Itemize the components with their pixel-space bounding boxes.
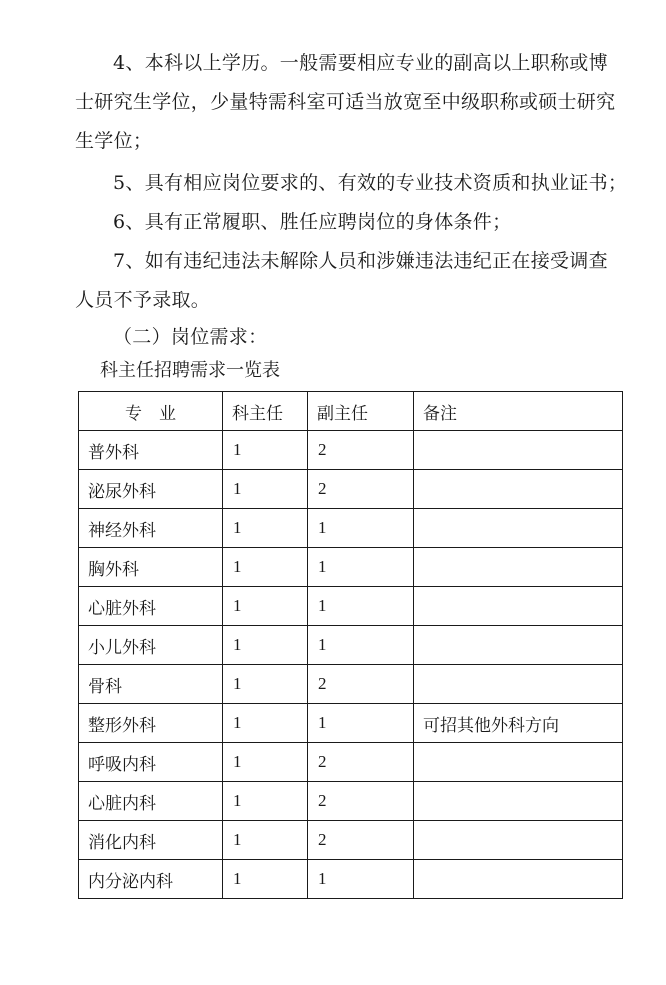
cell-director: 1 xyxy=(223,626,308,665)
table-row xyxy=(79,470,623,509)
cell-deputy-director: 2 xyxy=(308,782,414,821)
cell-director: 1 xyxy=(223,782,308,821)
cell-director: 1 xyxy=(223,509,308,548)
requirement-item-7 xyxy=(75,242,608,320)
cell-director: 1 xyxy=(223,587,308,626)
cell-specialty: 消化内科 xyxy=(79,821,223,860)
cell-director: 1 xyxy=(223,704,308,743)
cell-remarks xyxy=(414,470,623,509)
cell-remarks xyxy=(414,548,623,587)
cell-specialty: 内分泌内科 xyxy=(79,860,223,899)
cell-specialty: 小儿外科 xyxy=(79,626,223,665)
requirement-item-4-line-1: 4、本科以上学历。一般需要相应专业的副高以上职称或博 xyxy=(113,52,608,74)
cell-deputy-director: 2 xyxy=(308,665,414,704)
cell-specialty: 胸外科 xyxy=(79,548,223,587)
cell-deputy-director: 1 xyxy=(308,626,414,665)
requirement-item-6 xyxy=(75,203,595,242)
cell-deputy-director: 1 xyxy=(308,860,414,899)
cell-remarks xyxy=(414,821,623,860)
cell-deputy-director: 1 xyxy=(308,587,414,626)
cell-deputy-director: 2 xyxy=(308,743,414,782)
section-heading-text: （二）岗位需求： xyxy=(113,326,268,348)
requirement-item-5 xyxy=(75,164,628,203)
cell-specialty: 呼吸内科 xyxy=(79,743,223,782)
header-director: 科主任 xyxy=(223,392,308,431)
cell-specialty: 神经外科 xyxy=(79,509,223,548)
table-row xyxy=(79,704,623,743)
table-row xyxy=(79,626,623,665)
cell-specialty: 普外科 xyxy=(79,431,223,470)
cell-deputy-director: 2 xyxy=(308,470,414,509)
cell-specialty: 整形外科 xyxy=(79,704,223,743)
cell-director: 1 xyxy=(223,431,308,470)
table-row xyxy=(79,431,623,470)
cell-director: 1 xyxy=(223,470,308,509)
cell-director: 1 xyxy=(223,665,308,704)
cell-deputy-director: 1 xyxy=(308,548,414,587)
cell-remarks xyxy=(414,509,623,548)
cell-remarks xyxy=(414,743,623,782)
header-remarks: 备注 xyxy=(414,392,623,431)
cell-specialty: 泌尿外科 xyxy=(79,470,223,509)
table-row xyxy=(79,587,623,626)
cell-remarks xyxy=(414,665,623,704)
requirement-item-7-line-1: 7、如有违纪违法未解除人员和涉嫌违法违纪正在接受调查 xyxy=(113,250,608,272)
table-header-row xyxy=(79,392,623,431)
cell-director: 1 xyxy=(223,548,308,587)
cell-deputy-director: 2 xyxy=(308,821,414,860)
cell-remarks xyxy=(414,587,623,626)
table-row xyxy=(79,509,623,548)
cell-specialty: 心脏外科 xyxy=(79,587,223,626)
requirement-item-4 xyxy=(75,44,616,161)
cell-specialty: 骨科 xyxy=(79,665,223,704)
cell-specialty: 心脏内科 xyxy=(79,782,223,821)
cell-deputy-director: 2 xyxy=(308,431,414,470)
cell-deputy-director: 1 xyxy=(308,509,414,548)
requirement-item-4-line-2: 士研究生学位，少量特需科室可适当放宽至中级职称或硕士研究 xyxy=(75,91,616,113)
table-caption: 科主任招聘需求一览表 xyxy=(100,360,280,381)
section-heading xyxy=(75,318,595,357)
cell-director: 1 xyxy=(223,821,308,860)
cell-director: 1 xyxy=(223,860,308,899)
requirement-item-4-line-3: 生学位； xyxy=(75,130,153,152)
requirement-item-7-line-2: 人员不予录取。 xyxy=(75,289,211,311)
table-row xyxy=(79,821,623,860)
header-deputy-director: 副主任 xyxy=(308,392,414,431)
cell-remarks xyxy=(414,431,623,470)
recruitment-table xyxy=(78,391,623,899)
requirement-item-5-text: 5、具有相应岗位要求的、有效的专业技术资质和执业证书； xyxy=(113,172,628,194)
cell-remarks xyxy=(414,860,623,899)
cell-deputy-director: 1 xyxy=(308,704,414,743)
table-row xyxy=(79,782,623,821)
cell-remarks xyxy=(414,782,623,821)
table-row xyxy=(79,548,623,587)
cell-remarks: 可招其他外科方向 xyxy=(414,704,623,743)
table-row xyxy=(79,665,623,704)
requirement-item-6-text: 6、具有正常履职、胜任应聘岗位的身体条件； xyxy=(113,211,512,233)
header-specialty: 专 业 xyxy=(79,392,223,431)
table-row xyxy=(79,743,623,782)
cell-remarks xyxy=(414,626,623,665)
table-row xyxy=(79,860,623,899)
cell-director: 1 xyxy=(223,743,308,782)
